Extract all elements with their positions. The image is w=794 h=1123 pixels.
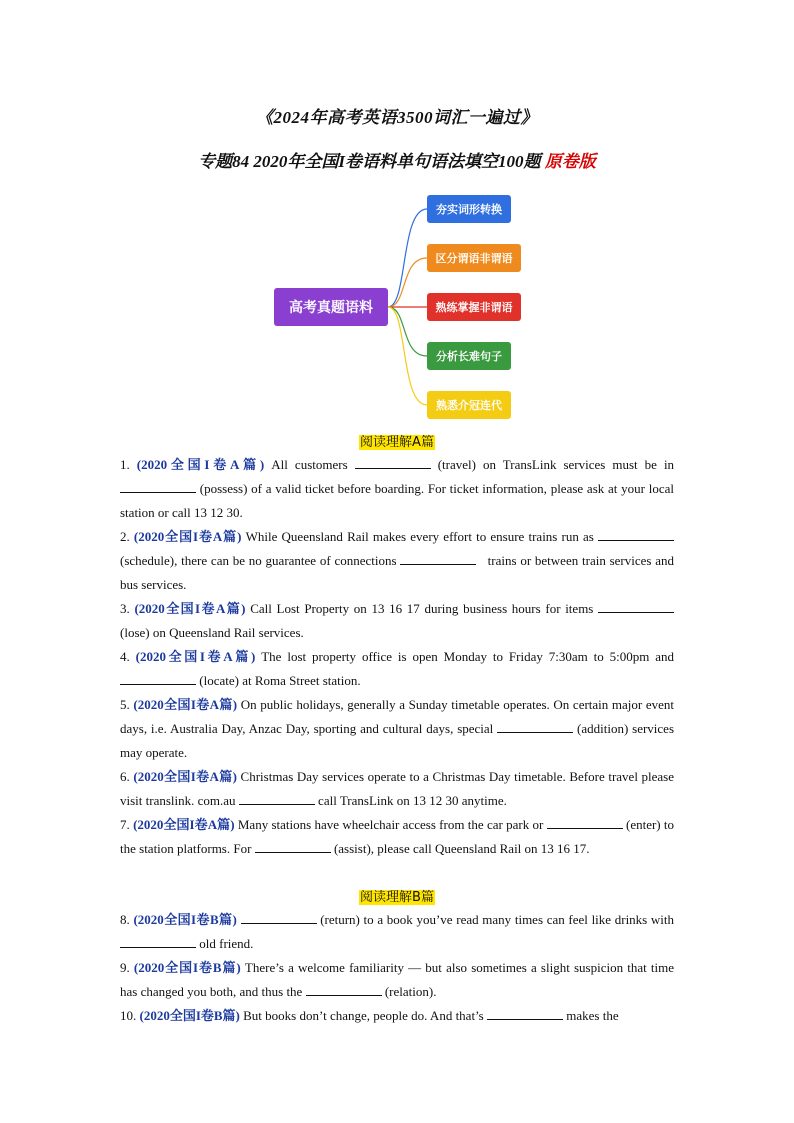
answer-blank[interactable] xyxy=(400,552,476,565)
link-2 xyxy=(388,258,427,307)
mindmap-node-2: 区分谓语非谓语 xyxy=(427,244,521,272)
question-1: 1. (2020全国I卷A篇) All customers (travel) on TransLink services must be in (possess) of a valid ticket before boarding. For ticket information, please ask at your local station or call 13 12 30. xyxy=(120,457,675,520)
answer-blank[interactable] xyxy=(255,840,331,853)
question-9: 9. (2020全国I卷B篇) There’s a welcome familiarity — but also sometimes a slight suspicion that time has changed you both, and thus the (relation). xyxy=(120,960,675,999)
question-2: 2. (2020全国I卷A篇) While Queensland Rail makes every effort to ensure trains run as (schedule), there can be no guarantee of connections trains or between train services and bus services. xyxy=(120,529,675,592)
question-4: 4. (2020全国I卷A篇) The lost property office is open Monday to Friday 7:30am to 5:00pm and (locate) at Roma Street station. xyxy=(120,649,675,688)
question-3: 3. (2020全国I卷A篇) Call Lost Property on 13 16 17 during business hours for items (lose) on Queensland Rail services. xyxy=(120,597,674,645)
answer-blank[interactable] xyxy=(355,456,431,469)
subtitle-text: 专题84 2020年全国I卷语料单句语法填空100题 xyxy=(198,152,541,171)
answer-blank[interactable] xyxy=(487,1007,563,1020)
question-8: 8. (2020全国I卷B篇) (return) to a book you’ve read many times can feel like drinks with old friend. xyxy=(120,912,675,951)
mindmap-node-1: 夯实词形转换 xyxy=(427,195,511,223)
answer-blank[interactable] xyxy=(239,792,315,805)
answer-blank[interactable] xyxy=(497,720,573,733)
answer-blank[interactable] xyxy=(547,816,623,829)
answer-blank[interactable] xyxy=(241,911,317,924)
answer-blank[interactable] xyxy=(598,528,674,541)
link-1 xyxy=(388,209,427,307)
question-7: 7. (2020全国I卷A篇) Many stations have wheelchair access from the car park or (enter) to the station platforms. For (assist), please call Queensland Rail on 13 16 17. xyxy=(120,817,675,856)
answer-blank[interactable] xyxy=(598,600,674,613)
answer-blank[interactable] xyxy=(120,480,196,493)
answer-blank[interactable] xyxy=(306,983,382,996)
question-10: 10. (2020全国I卷B篇) But books don’t change, people do. And that’s makes the xyxy=(120,1008,619,1023)
mindmap-center: 高考真题语料 xyxy=(274,288,388,326)
document-title: 《2024年高考英语3500词汇一遍过》 xyxy=(256,108,538,127)
mindmap-node-3: 熟练掌握非谓语 xyxy=(427,293,521,321)
mindmap-node-5: 熟悉介冠连代 xyxy=(427,391,511,419)
question-6: 6. (2020全国I卷A篇) Christmas Day services operate to a Christmas Day timetable. Before travel please visit translink. com.au call TransLink on 13 12 30 anytime. xyxy=(120,769,675,808)
section-heading-b: 阅读理解B篇 xyxy=(360,890,434,905)
section-heading-a: 阅读理解A篇 xyxy=(360,435,434,450)
link-4 xyxy=(388,307,427,356)
subtitle-tag: 原卷版 xyxy=(544,152,596,171)
link-5 xyxy=(388,307,427,405)
answer-blank[interactable] xyxy=(120,672,196,685)
answer-blank[interactable] xyxy=(120,935,196,948)
question-5: 5. (2020全国I卷A篇) On public holidays, generally a Sunday timetable operates. On certain major event days, i.e. Australia Day, Anzac Day, sporting and cultural days, special (addition) services may operate. xyxy=(120,697,675,760)
mindmap-node-4: 分析长难句子 xyxy=(427,342,511,370)
